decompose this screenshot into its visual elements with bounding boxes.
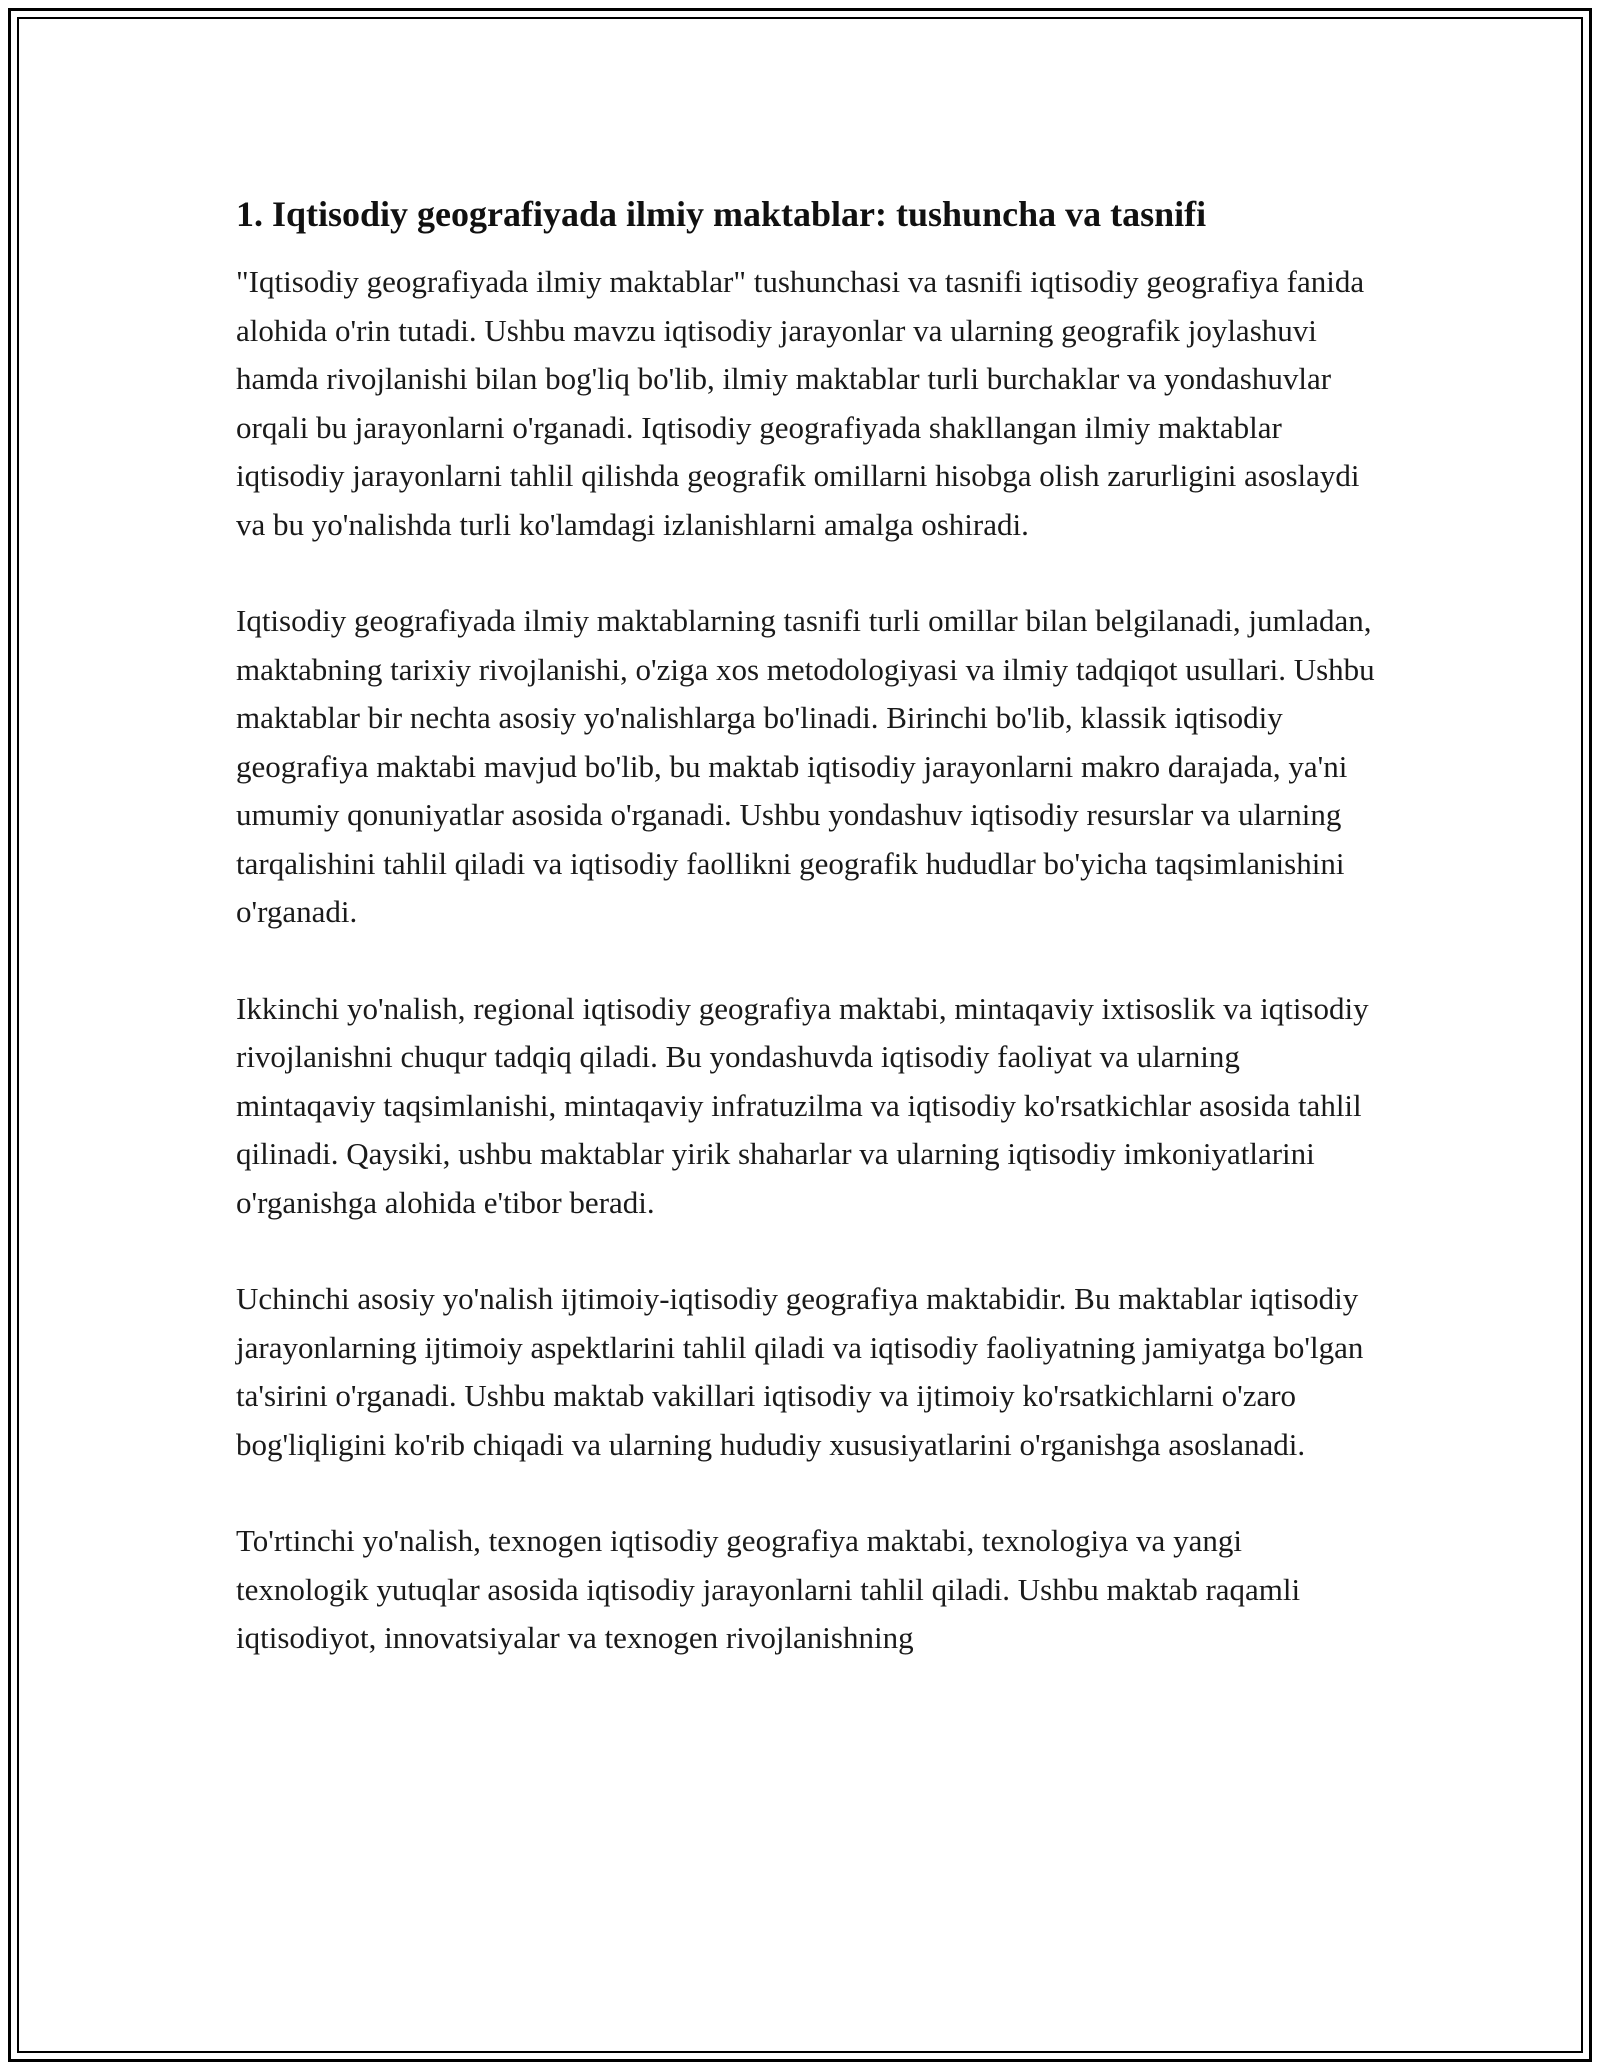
document-body: [236, 188, 1376, 1711]
paragraph-3: Ikkinchi yo'nalish, regional iqtisodiy geografiya maktabi, mintaqaviy ixtisoslik va iqtisodiy rivojlanishni chuqur tadqiq qiladi. Bu yondashuvda iqtisodiy faoliyat va ularning mintaqaviy taqsimlanishi, mintaqaviy infratuzilma va iqtisodiy ko'rsatkichlar asosida tahlil qilinadi. Qaysiki, ushbu maktablar yirik shaharlar va ularning iqtisodiy imkoniyatlarini o'rganishga alohida e'tibor beradi.: [236, 990, 1369, 1220]
paragraph-2: Iqtisodiy geografiyada ilmiy maktablarning tasnifi turli omillar bilan belgilanadi, jumladan, maktabning tarixiy rivojlanishi, o'ziga xos metodologiyasi va ilmiy tadqiqot usullari. Ushbu maktablar bir nechta asosiy yo'nalishlarga bo'linadi. Birinchi bo'lib, klassik iqtisodiy geografiya maktabi mavjud bo'lib, bu maktab iqtisodiy jarayonlarni makro darajada, ya'ni umumiy qonuniyatlar asosida o'rganadi. Ushbu yondashuv iqtisodiy resurslar va ularning tarqalishini tahlil qiladi va iqtisodiy faollikni geografik hududlar bo'yicha taqsimlanishini o'rganadi.: [236, 603, 1375, 929]
section-heading: 1. Iqtisodiy geografiyada ilmiy maktablar: tushuncha va tasnifi: [236, 194, 1207, 234]
paragraph-5: To'rtinchi yo'nalish, texnogen iqtisodiy geografiya maktabi, texnologiya va yangi texnologik yutuqlar asosida iqtisodiy jarayonlarni tahlil qiladi. Ushbu maktab raqamli iqtisodiyot, innovatsiyalar va texnogen rivojlanishning: [236, 1523, 1301, 1655]
paragraph-1: "Iqtisodiy geografiyada ilmiy maktablar" tushunchasi va tasnifi iqtisodiy geografiya fanida alohida o'rin tutadi. Ushbu mavzu iqtisodiy jarayonlar va ularning geografik joylashuvi hamda rivojlanishi bilan bog'liq bo'lib, ilmiy maktablar turli burchaklar va yondashuvlar orqali bu jarayonlarni o'rganadi. Iqtisodiy geografiyada shakllangan ilmiy maktablar iqtisodiy jarayonlarni tahlil qilishda geografik omillarni hisobga olish zarurligini asoslaydi va bu yo'nalishda turli ko'lamdagi izlanishlarni amalga oshiradi.: [236, 264, 1365, 542]
paragraph-4: Uchinchi asosiy yo'nalish ijtimoiy-iqtisodiy geografiya maktabidir. Bu maktablar iqtisodiy jarayonlarning ijtimoiy aspektlarini tahlil qiladi va iqtisodiy faoliyatning jamiyatga bo'lgan ta'sirini o'rganadi. Ushbu maktab vakillari iqtisodiy va ijtimoiy ko'rsatkichlarni o'zaro bog'liqligini ko'rib chiqadi va ularning hududiy xususiyatlarini o'rganishga asoslanadi.: [236, 1281, 1364, 1462]
